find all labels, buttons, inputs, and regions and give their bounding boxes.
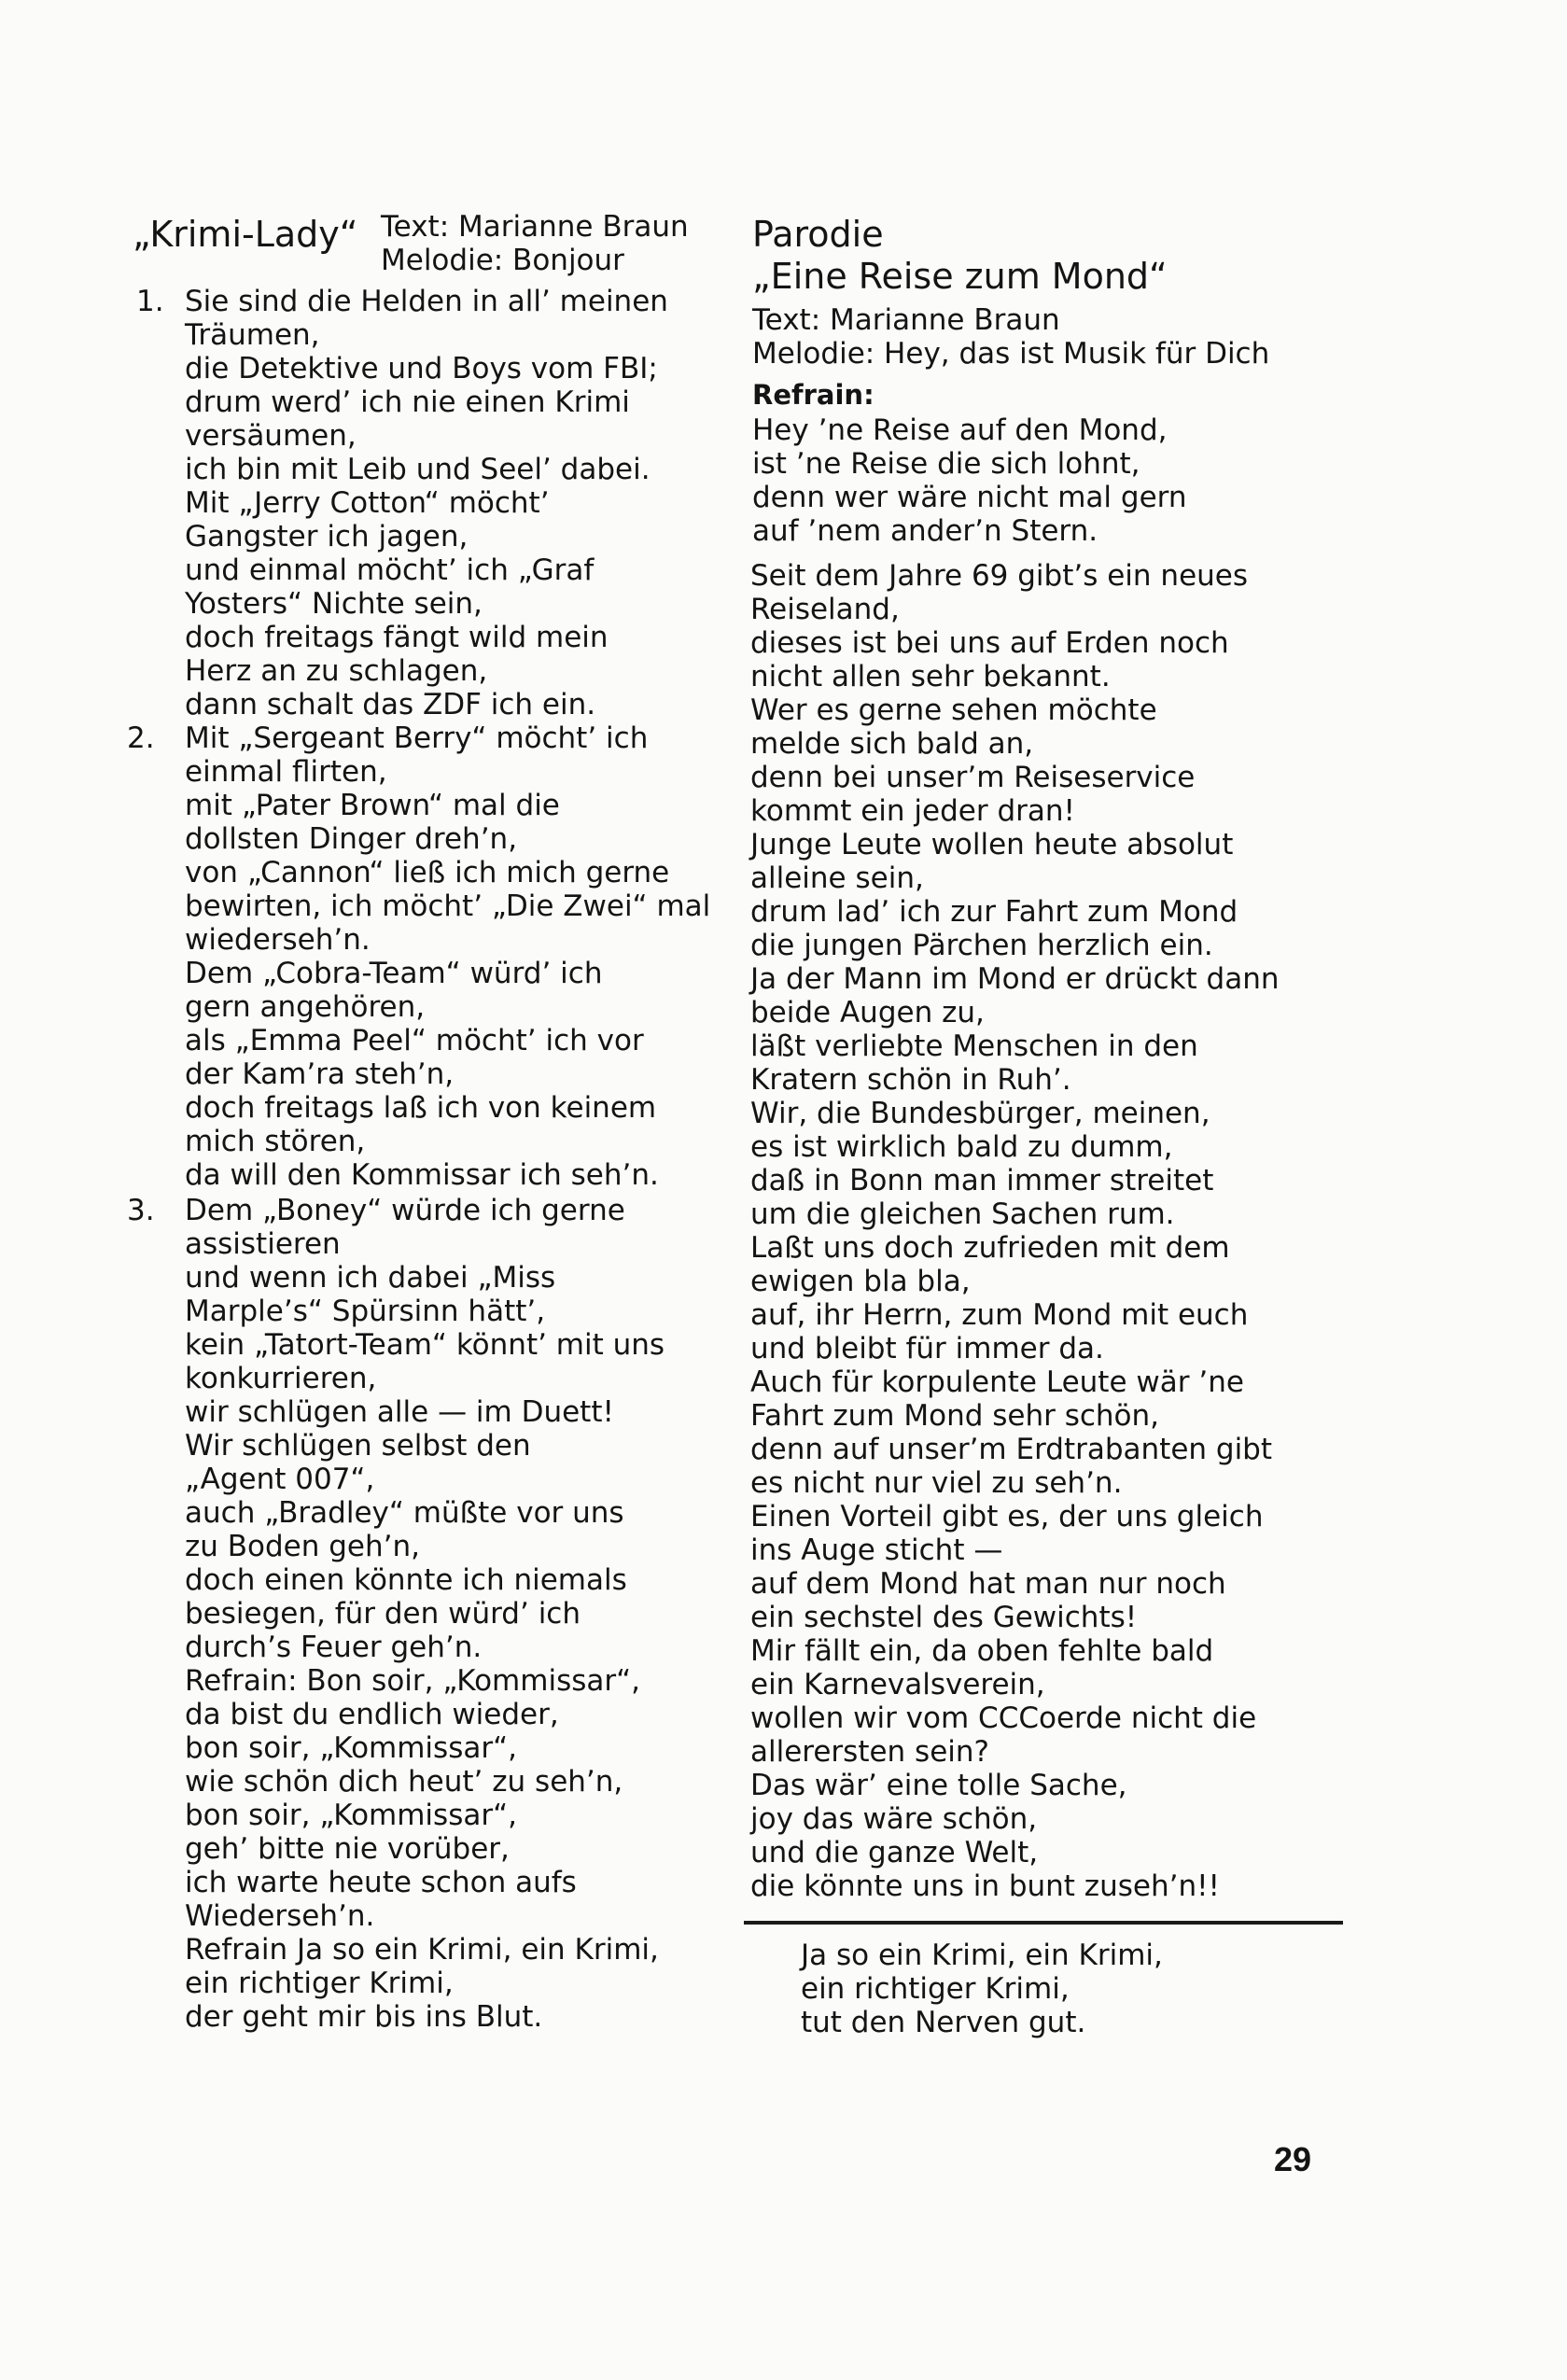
- parody-line: es ist wirklich bald zu dumm,: [750, 1130, 1173, 1164]
- verse-line: einmal flirten,: [185, 755, 387, 789]
- verse-line: doch einen könnte ich niemals: [185, 1563, 627, 1597]
- parody-line: nicht allen sehr bekannt.: [750, 660, 1111, 693]
- refrain-line: Hey ’ne Reise auf den Mond,: [752, 413, 1168, 447]
- verse-line: dann schalt das ZDF ich ein.: [185, 688, 596, 721]
- verse-line: die Detektive und Boys vom FBI;: [185, 352, 658, 385]
- parody-line: Mir fällt ein, da oben fehlte bald: [750, 1634, 1214, 1668]
- verse-line: Dem „Cobra-Team“ würd’ ich: [185, 957, 603, 990]
- parody-line: ins Auge sticht —: [750, 1533, 1003, 1567]
- verse-number: 3.: [127, 1194, 155, 1227]
- verse-line: durch’s Feuer geh’n.: [185, 1631, 483, 1664]
- parody-heading: Parodie: [752, 214, 884, 255]
- refrain-label: Refrain:: [752, 379, 874, 411]
- verse-line: gern angehören,: [185, 990, 426, 1024]
- parody-line: Wir, die Bundesbürger, meinen,: [750, 1097, 1210, 1130]
- parody-line: daß in Bonn man immer streitet: [750, 1164, 1214, 1197]
- parody-line: denn auf unser’m Erdtrabanten gibt: [750, 1433, 1273, 1466]
- verse-line: Refrain: Bon soir, „Kommissar“,: [185, 1664, 641, 1698]
- verse-line: da will den Kommissar ich seh’n.: [185, 1158, 659, 1192]
- verse-number: 1.: [136, 285, 164, 318]
- verse-line: Wiederseh’n.: [185, 1899, 375, 1933]
- parody-line: denn bei unser’m Reiseservice: [750, 761, 1196, 794]
- verse-line: kein „Tatort-Team“ könnt’ mit uns: [185, 1328, 665, 1362]
- verse-line: Sie sind die Helden in all’ meinen: [185, 285, 668, 318]
- song-title: „Krimi-Lady“: [133, 214, 358, 255]
- parody-line: Junge Leute wollen heute absolut: [750, 828, 1234, 861]
- text-credit: Text: Marianne Braun: [381, 210, 689, 244]
- parody-line: Ja der Mann im Mond er drückt dann: [750, 962, 1280, 996]
- verse-line: der Kam’ra steh’n,: [185, 1057, 455, 1091]
- refrain-line: auf ’nem ander’n Stern.: [752, 514, 1098, 548]
- parody-line: um die gleichen Sachen rum.: [750, 1197, 1175, 1231]
- verse-line: von „Cannon“ ließ ich mich gerne: [185, 856, 670, 889]
- parody-line: auf, ihr Herrn, zum Mond mit euch: [750, 1298, 1249, 1332]
- parody-line: melde sich bald an,: [750, 727, 1034, 761]
- verse-line: bon soir, „Kommissar“,: [185, 1731, 518, 1765]
- parody-line: Kratern schön in Ruh’.: [750, 1063, 1071, 1097]
- parody-line: Fahrt zum Mond sehr schön,: [750, 1399, 1160, 1433]
- parody-line: kommt ein jeder dran!: [750, 794, 1075, 828]
- parody-line: Seit dem Jahre 69 gibt’s ein neues: [750, 559, 1249, 593]
- parody-line: Das wär’ eine tolle Sache,: [750, 1769, 1127, 1802]
- verse-line: doch freitags fängt wild mein: [185, 621, 609, 654]
- verse-line: der geht mir bis ins Blut.: [185, 2000, 543, 2034]
- parody-text-credit: Text: Marianne Braun: [752, 303, 1060, 337]
- parody-line: und bleibt für immer da.: [750, 1332, 1104, 1365]
- parody-line: ewigen bla bla,: [750, 1265, 971, 1298]
- verse-line: dollsten Dinger dreh’n,: [185, 822, 518, 856]
- verse-number: 2.: [127, 721, 155, 755]
- verse-line: mit „Pater Brown“ mal die: [185, 789, 560, 822]
- verse-line: geh’ bitte nie vorüber,: [185, 1832, 510, 1866]
- page-number: 29: [1274, 2140, 1312, 2178]
- verse-line: wir schlügen alle — im Duett!: [185, 1395, 614, 1429]
- verse-line: doch freitags laß ich von keinem: [185, 1091, 657, 1125]
- parody-line: alleine sein,: [750, 861, 924, 895]
- parody-line: läßt verliebte Menschen in den: [750, 1029, 1198, 1063]
- parody-line: Einen Vorteil gibt es, der uns gleich: [750, 1500, 1264, 1533]
- parody-line: Reiseland,: [750, 593, 900, 626]
- closing-line: Ja so ein Krimi, ein Krimi,: [801, 1939, 1163, 1972]
- parody-melody-credit: Melodie: Hey, das ist Musik für Dich: [752, 337, 1270, 371]
- verse-line: bewirten, ich möcht’ „Die Zwei“ mal: [185, 889, 711, 923]
- verse-line: Yosters“ Nichte sein,: [185, 587, 483, 621]
- parody-line: joy das wäre schön,: [750, 1802, 1038, 1836]
- verse-line: Gangster ich jagen,: [185, 520, 469, 553]
- verse-line: Wir schlügen selbst den: [185, 1429, 531, 1463]
- verse-line: ich bin mit Leib und Seel’ dabei.: [185, 453, 651, 486]
- refrain-line: ist ’ne Reise die sich lohnt,: [752, 447, 1140, 481]
- verse-line: bon soir, „Kommissar“,: [185, 1799, 518, 1832]
- verse-line: wiederseh’n.: [185, 923, 371, 957]
- parody-line: auf dem Mond hat man nur noch: [750, 1567, 1226, 1601]
- verse-line: da bist du endlich wieder,: [185, 1698, 559, 1731]
- parody-line: die jungen Pärchen herzlich ein.: [750, 929, 1213, 962]
- parody-line: ein sechstel des Gewichts!: [750, 1601, 1138, 1634]
- verse-line: konkurrieren,: [185, 1362, 377, 1395]
- parody-line: allerersten sein?: [750, 1735, 989, 1769]
- parody-line: es nicht nur viel zu seh’n.: [750, 1466, 1123, 1500]
- parody-line: und die ganze Welt,: [750, 1836, 1039, 1869]
- verse-line: als „Emma Peel“ möcht’ ich vor: [185, 1024, 644, 1057]
- verse-line: versäumen,: [185, 419, 357, 453]
- verse-line: Refrain Ja so ein Krimi, ein Krimi,: [185, 1933, 659, 1967]
- verse-line: besiegen, für den würd’ ich: [185, 1597, 581, 1631]
- refrain-line: denn wer wäre nicht mal gern: [752, 481, 1187, 514]
- parody-line: wollen wir vom CCCoerde nicht die: [750, 1701, 1257, 1735]
- verse-line: auch „Bradley“ müßte vor uns: [185, 1496, 624, 1530]
- verse-line: Marple’s“ Spürsinn hätt’,: [185, 1295, 546, 1328]
- parody-line: drum lad’ ich zur Fahrt zum Mond: [750, 895, 1238, 929]
- parody-line: die könnte uns in bunt zuseh’n!!: [750, 1869, 1220, 1903]
- verse-line: Dem „Boney“ würde ich gerne: [185, 1194, 625, 1227]
- verse-line: „Agent 007“,: [185, 1463, 375, 1496]
- verse-line: zu Boden geh’n,: [185, 1530, 421, 1563]
- verse-line: ich warte heute schon aufs: [185, 1866, 577, 1899]
- closing-line: ein richtiger Krimi,: [801, 1972, 1070, 2006]
- verse-line: mich stören,: [185, 1125, 366, 1158]
- verse-line: und einmal möcht’ ich „Graf: [185, 553, 595, 587]
- closing-line: tut den Nerven gut.: [801, 2006, 1086, 2039]
- verse-line: assistieren: [185, 1227, 341, 1261]
- verse-line: wie schön dich heut’ zu seh’n,: [185, 1765, 623, 1799]
- parody-line: dieses ist bei uns auf Erden noch: [750, 626, 1229, 660]
- parody-title: „Eine Reise zum Mond“: [752, 256, 1168, 297]
- verse-line: ein richtiger Krimi,: [185, 1967, 454, 2000]
- parody-line: Laßt uns doch zufrieden mit dem: [750, 1231, 1230, 1265]
- parody-line: beide Augen zu,: [750, 996, 985, 1029]
- verse-line: und wenn ich dabei „Miss: [185, 1261, 556, 1295]
- verse-line: Mit „Sergeant Berry“ möcht’ ich: [185, 721, 649, 755]
- parody-line: ein Karnevalsverein,: [750, 1668, 1045, 1701]
- section-divider: [744, 1921, 1343, 1925]
- parody-line: Auch für korpulente Leute wär ’ne: [750, 1365, 1244, 1399]
- verse-line: Mit „Jerry Cotton“ möcht’: [185, 486, 550, 520]
- verse-line: Herz an zu schlagen,: [185, 654, 488, 688]
- parody-line: Wer es gerne sehen möchte: [750, 693, 1157, 727]
- verse-line: drum werd’ ich nie einen Krimi: [185, 385, 630, 419]
- verse-line: Träumen,: [185, 318, 320, 352]
- melody-credit: Melodie: Bonjour: [381, 244, 624, 277]
